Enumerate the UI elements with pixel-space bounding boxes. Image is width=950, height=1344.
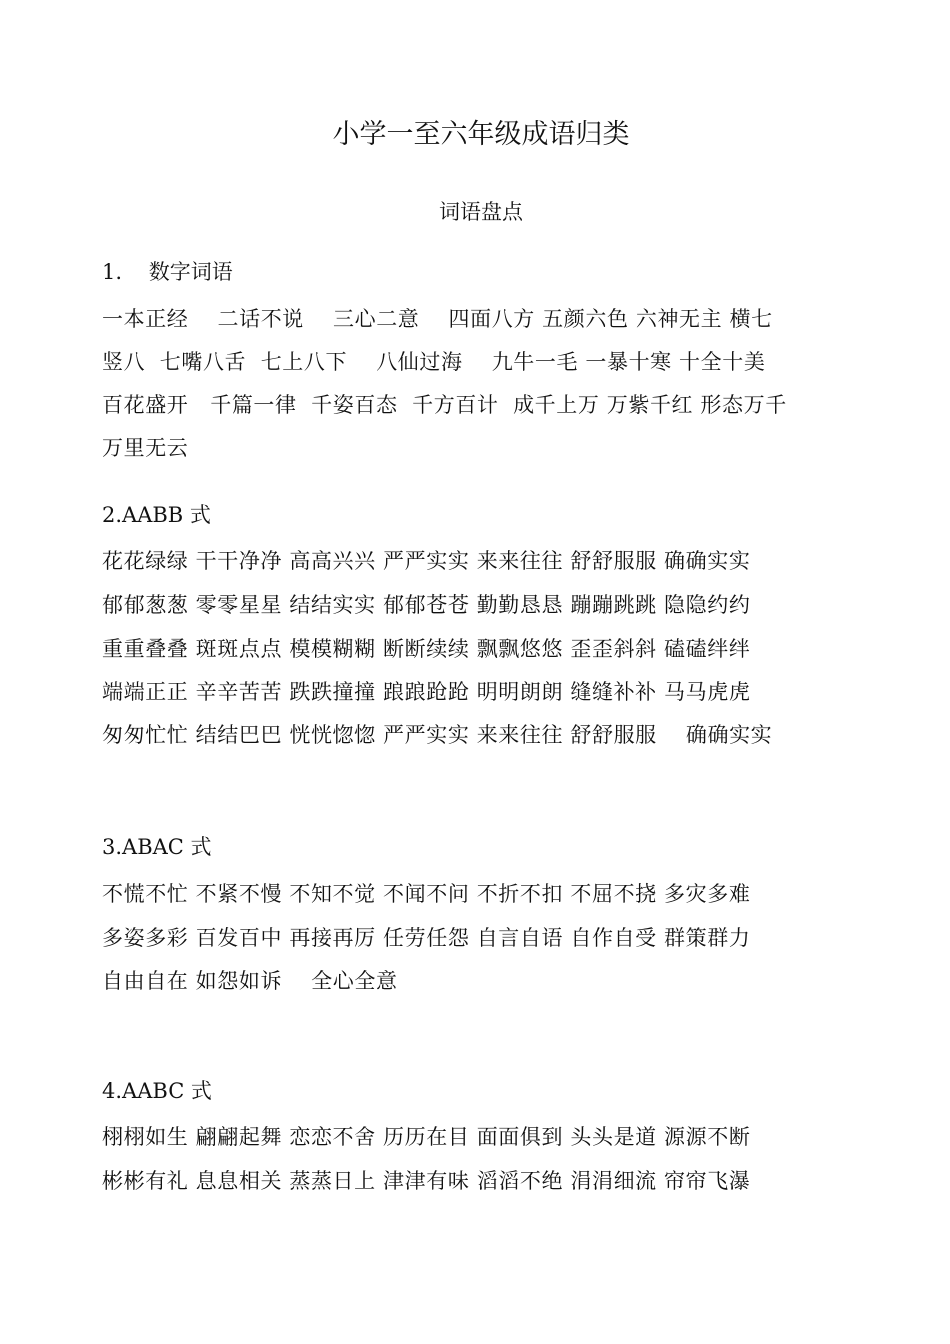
idiom-line: 万里无云 [102,436,189,460]
document-title: 小学一至六年级成语归类 [332,119,630,150]
document-subtitle: 词语盘点 [439,200,523,224]
section-heading-abac: 3.ABAC 式 [102,835,212,859]
idiom-line: 竖八 七嘴八舌 七上八下 八仙过海 九牛一毛 一暴十寒 十全十美 [102,350,766,374]
section-heading-aabb: 2.AABB 式 [102,503,211,527]
idiom-line: 匆匆忙忙 结结巴巴 恍恍惚惚 严严实实 来来往往 舒舒服服 确确实实 [102,723,773,747]
idiom-line: 一本正经 二话不说 三心二意 四面八方 五颜六色 六神无主 横七 [102,307,773,331]
section-heading-numbers: 1. 数字词语 [102,260,233,284]
idiom-line: 栩栩如生 翩翩起舞 恋恋不舍 历历在目 面面俱到 头头是道 源源不断 [102,1125,751,1149]
idiom-line: 自由自在 如怨如诉 全心全意 [102,969,398,993]
idiom-line: 百花盛开 千篇一律 千姿百态 千方百计 成千上万 万紫千红 形态万千 [102,393,787,417]
idiom-line: 重重叠叠 斑斑点点 模模糊糊 断断续续 飘飘悠悠 歪歪斜斜 磕磕绊绊 [102,637,751,661]
idiom-line: 郁郁葱葱 零零星星 结结实实 郁郁苍苍 勤勤恳恳 蹦蹦跳跳 隐隐约约 [102,593,751,617]
idiom-line: 彬彬有礼 息息相关 蒸蒸日上 津津有味 滔滔不绝 涓涓细流 帘帘飞瀑 [102,1169,751,1193]
idiom-line: 端端正正 辛辛苦苦 跌跌撞撞 踉踉跄跄 明明朗朗 缝缝补补 马马虎虎 [102,680,751,704]
idiom-line: 花花绿绿 干干净净 高高兴兴 严严实实 来来往往 舒舒服服 确确实实 [102,549,751,573]
idiom-line: 不慌不忙 不紧不慢 不知不觉 不闻不问 不折不扣 不屈不挠 多灾多难 [102,882,751,906]
section-heading-aabc: 4.AABC 式 [102,1079,212,1103]
idiom-line: 多姿多彩 百发百中 再接再厉 任劳任怨 自言自语 自作自受 群策群力 [102,926,751,950]
